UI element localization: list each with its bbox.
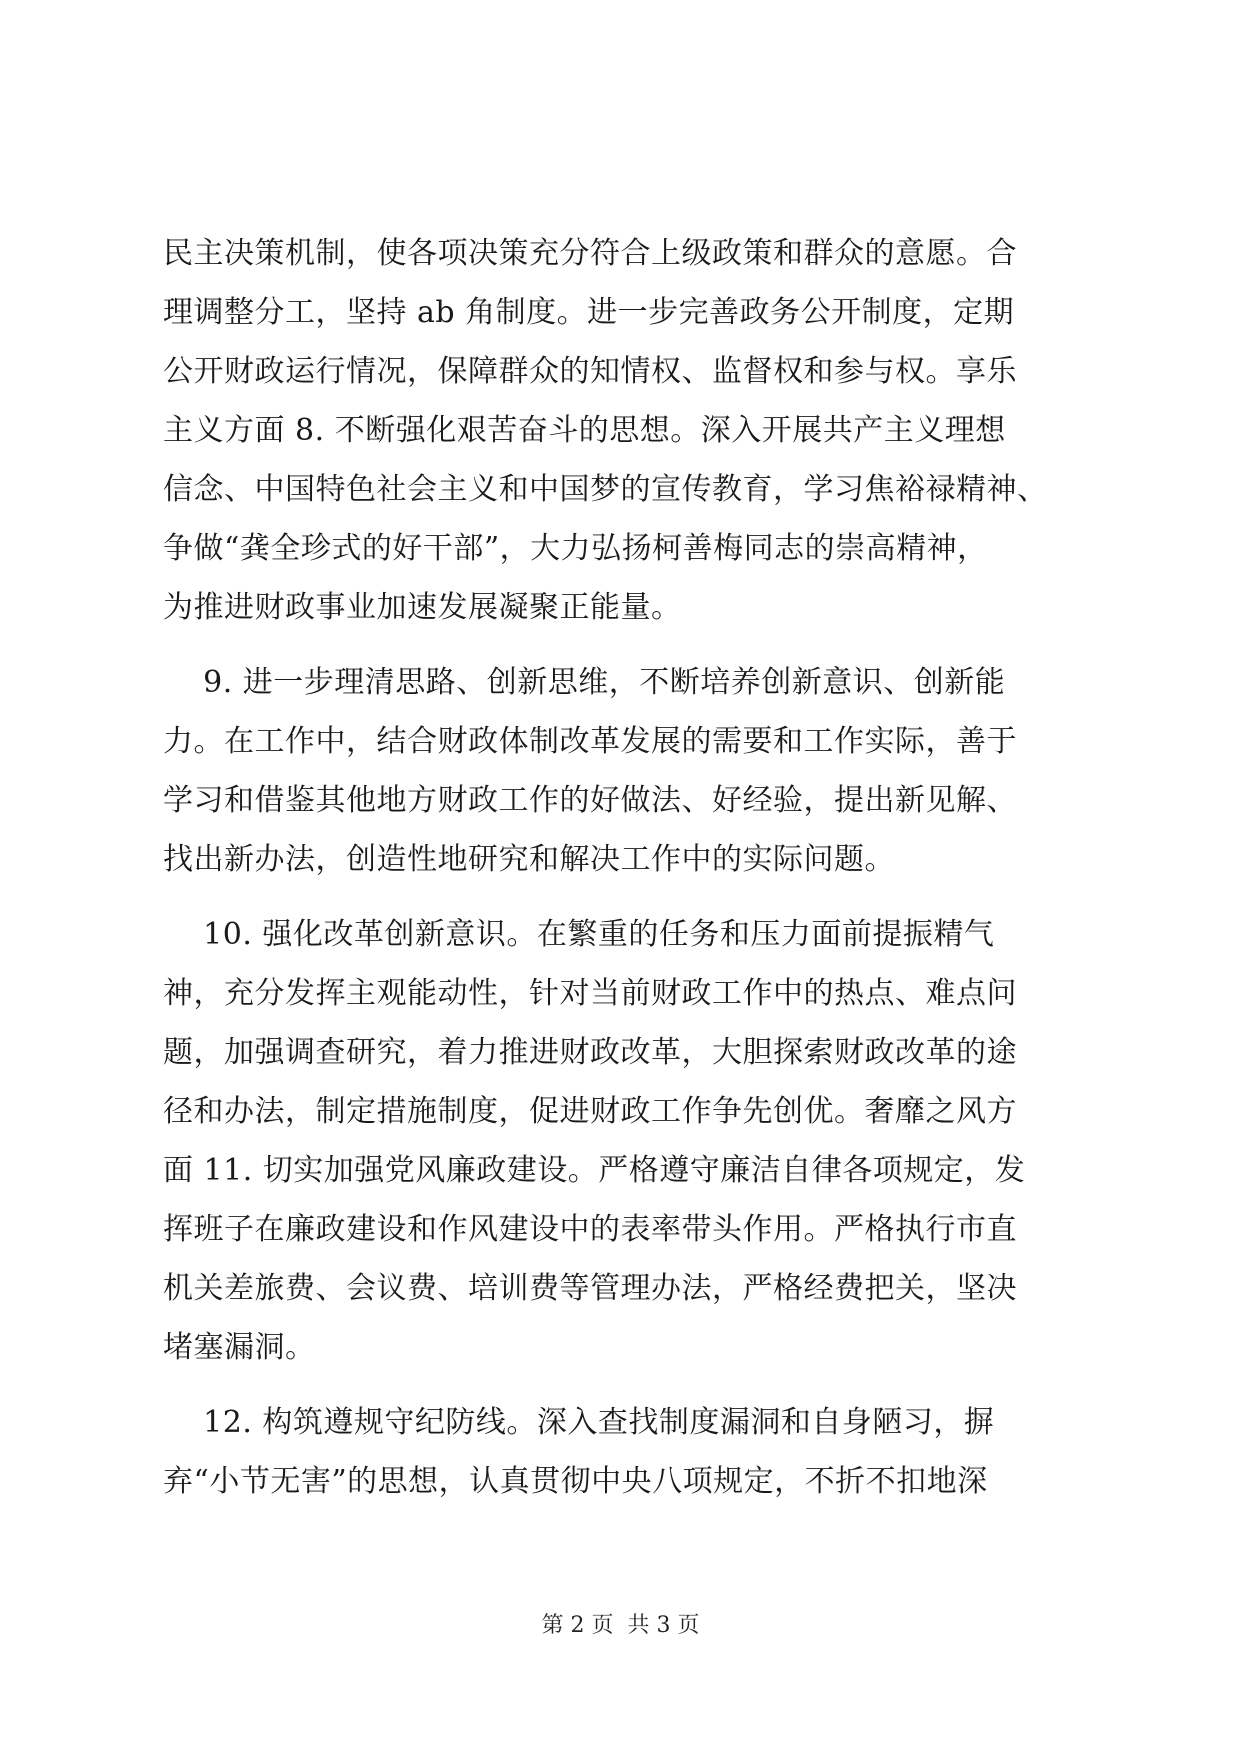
text-line: 理调整分工，坚持 ab 角制度。进一步完善政务公开制度，定期 <box>163 295 1015 330</box>
text-line: 争做“龚全珍式的好干部”，大力弘扬柯善梅同志的崇高精神， <box>163 531 988 566</box>
text-line: 神，充分发挥主观能动性，针对当前财政工作中的热点、难点问 <box>163 976 1017 1011</box>
text-line: 民主决策机制，使各项决策充分符合上级政策和群众的意愿。合 <box>163 236 1017 271</box>
text-line: 为推进财政事业加速发展凝聚正能量。 <box>163 590 682 625</box>
text-line: 机关差旅费、会议费、培训费等管理办法，严格经费把关，坚决 <box>163 1271 1017 1306</box>
page-number-footer: 第 2 页 共 3 页 <box>541 1613 700 1638</box>
text-line: 径和办法，制定措施制度，促进财政工作争先创优。奢靡之风方 <box>163 1094 1017 1129</box>
text-line: 面 11. 切实加强党风廉政建设。严格遵守廉洁自律各项规定，发 <box>163 1153 1026 1188</box>
text-line: 找出新办法，创造性地研究和解决工作中的实际问题。 <box>163 842 895 877</box>
text-line: 力。在工作中，结合财政体制改革发展的需要和工作实际，善于 <box>163 724 1017 759</box>
text-line: 信念、中国特色社会主义和中国梦的宣传教育，学习焦裕禄精神、 <box>163 472 1048 507</box>
text-line: 12. 构筑遵规守纪防线。深入查找制度漏洞和自身陋习，摒 <box>163 1405 995 1440</box>
text-line: 学习和借鉴其他地方财政工作的好做法、好经验，提出新见解、 <box>163 783 1017 818</box>
text-line: 9. 进一步理清思路、创新思维，不断培养创新意识、创新能 <box>163 665 1006 700</box>
text-line: 挥班子在廉政建设和作风建设中的表率带头作用。严格执行市直 <box>163 1212 1017 1247</box>
text-line: 主义方面 8. 不断强化艰苦奋斗的思想。深入开展共产主义理想 <box>163 413 1006 448</box>
text-line: 堵塞漏洞。 <box>163 1330 316 1365</box>
document-body <box>163 224 1083 1511</box>
text-line: 10. 强化改革创新意识。在繁重的任务和压力面前提振精气 <box>163 917 995 952</box>
text-line: 弃“小节无害”的思想，认真贯彻中央八项规定，不折不扣地深 <box>163 1464 988 1499</box>
text-line: 公开财政运行情况，保障群众的知情权、监督权和参与权。享乐 <box>163 354 1017 389</box>
text-line: 题，加强调查研究，着力推进财政改革，大胆探索财政改革的途 <box>163 1035 1017 1070</box>
